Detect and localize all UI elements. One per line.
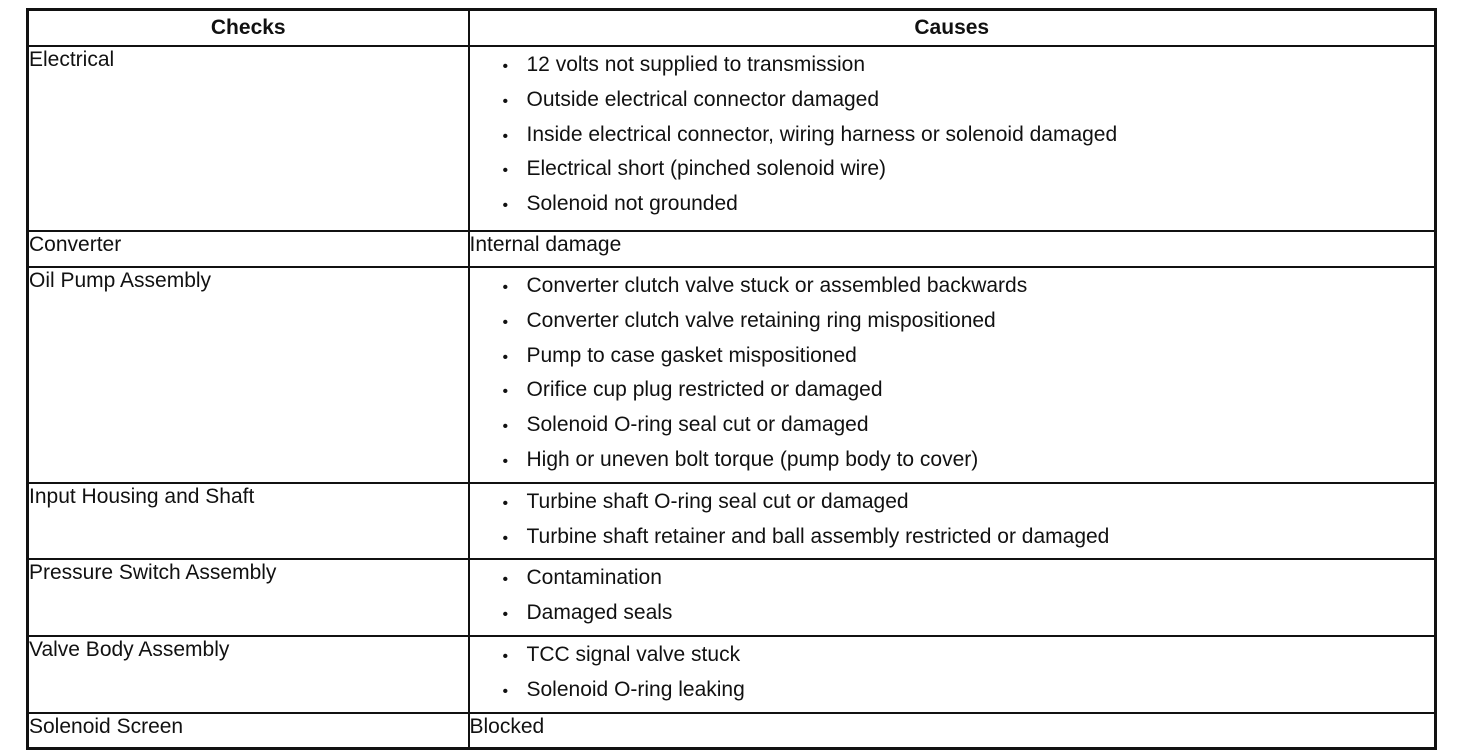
cause-text: Inside electrical connector, wiring harness or solenoid damaged — [526, 122, 1118, 146]
table-row-converter — [28, 231, 1436, 267]
cause-text: TCC signal valve stuck — [526, 642, 741, 666]
causes-cell — [469, 267, 1436, 483]
cause-text: Orifice cup plug restricted or damaged — [526, 378, 883, 402]
cause-item — [503, 122, 1435, 157]
table-row-pressure-switch-assembly — [28, 559, 1436, 636]
bullet-icon: • — [502, 127, 509, 145]
bullet-icon: • — [502, 571, 509, 589]
check-cell: Solenoid Screen — [28, 713, 469, 749]
bullet-icon: • — [502, 58, 509, 75]
causes-cell — [469, 636, 1436, 713]
causes-list — [470, 560, 1435, 635]
checks-column-header: Checks — [28, 10, 469, 47]
diagnosis-table — [26, 8, 1437, 750]
bullet-icon: • — [502, 682, 509, 700]
bullet-icon: • — [502, 647, 509, 665]
causes-list — [470, 47, 1435, 226]
cause-text: Pump to case gasket mispositioned — [526, 343, 857, 367]
table-row-solenoid-screen — [28, 713, 1436, 749]
cause-item — [503, 600, 1435, 635]
cause-item — [503, 377, 1435, 412]
bullet-icon: • — [502, 529, 509, 547]
cause-text: Solenoid O-ring leaking — [526, 677, 745, 701]
cause-text: Outside electrical connector damaged — [526, 87, 880, 111]
header-row — [28, 10, 1436, 47]
cause-text: Solenoid O-ring seal cut or damaged — [526, 413, 869, 437]
cause-item — [503, 87, 1435, 122]
table-row-electrical — [28, 46, 1436, 231]
cause-text: Contamination — [526, 566, 662, 590]
causes-list — [470, 637, 1435, 712]
bullet-icon: • — [502, 348, 509, 366]
bullet-icon: • — [502, 418, 509, 436]
cause-item — [503, 343, 1435, 378]
bullet-icon: • — [502, 313, 509, 331]
cause-item — [503, 191, 1435, 226]
causes-list — [470, 268, 1435, 482]
check-cell: Valve Body Assembly — [28, 636, 469, 713]
check-cell: Electrical — [28, 46, 469, 231]
cause-text: Converter clutch valve retaining ring mispositioned — [526, 308, 996, 332]
cause-text: Solenoid not grounded — [526, 192, 738, 216]
check-cell: Converter — [28, 231, 469, 267]
cause-text: Turbine shaft retainer and ball assembly restricted or damaged — [526, 524, 1110, 548]
cause-item — [503, 156, 1435, 191]
causes-cell — [469, 483, 1436, 560]
bullet-icon: • — [502, 162, 509, 180]
causes-column-header: Causes — [469, 10, 1436, 47]
bullet-icon: • — [502, 452, 509, 470]
table-row-oil-pump-assembly — [28, 267, 1436, 483]
cause-item — [503, 412, 1435, 447]
cause-text: 12 volts not supplied to transmission — [526, 53, 866, 76]
table-row-input-housing-and-shaft — [28, 483, 1436, 560]
bullet-icon: • — [502, 279, 509, 296]
cause-item — [503, 677, 1435, 712]
causes-list — [470, 484, 1435, 559]
causes-cell — [469, 46, 1436, 231]
bullet-icon: • — [502, 494, 509, 512]
cause-text-cell: Blocked — [469, 713, 1436, 749]
bullet-icon: • — [502, 197, 509, 215]
cause-item — [503, 308, 1435, 343]
cause-item — [503, 642, 1435, 677]
cause-item — [503, 524, 1435, 559]
cause-text-cell: Internal damage — [469, 231, 1436, 267]
cause-item — [503, 565, 1435, 600]
check-cell: Input Housing and Shaft — [28, 483, 469, 560]
bullet-icon: • — [502, 606, 509, 624]
bullet-icon: • — [502, 92, 509, 110]
bullet-icon: • — [502, 383, 509, 401]
causes-cell — [469, 559, 1436, 636]
check-cell: Oil Pump Assembly — [28, 267, 469, 483]
cause-text: Turbine shaft O-ring seal cut or damaged — [526, 489, 909, 513]
cause-item — [503, 447, 1435, 482]
cause-text: Electrical short (pinched solenoid wire) — [526, 157, 886, 181]
table-row-valve-body-assembly — [28, 636, 1436, 713]
check-cell: Pressure Switch Assembly — [28, 559, 469, 636]
cause-text: Damaged seals — [526, 601, 673, 625]
cause-item — [503, 489, 1435, 524]
cause-item — [503, 273, 1435, 308]
cause-text: High or uneven bolt torque (pump body to cover) — [526, 447, 979, 471]
cause-text: Converter clutch valve stuck or assembled backwards — [526, 274, 1028, 297]
cause-item — [503, 52, 1435, 87]
